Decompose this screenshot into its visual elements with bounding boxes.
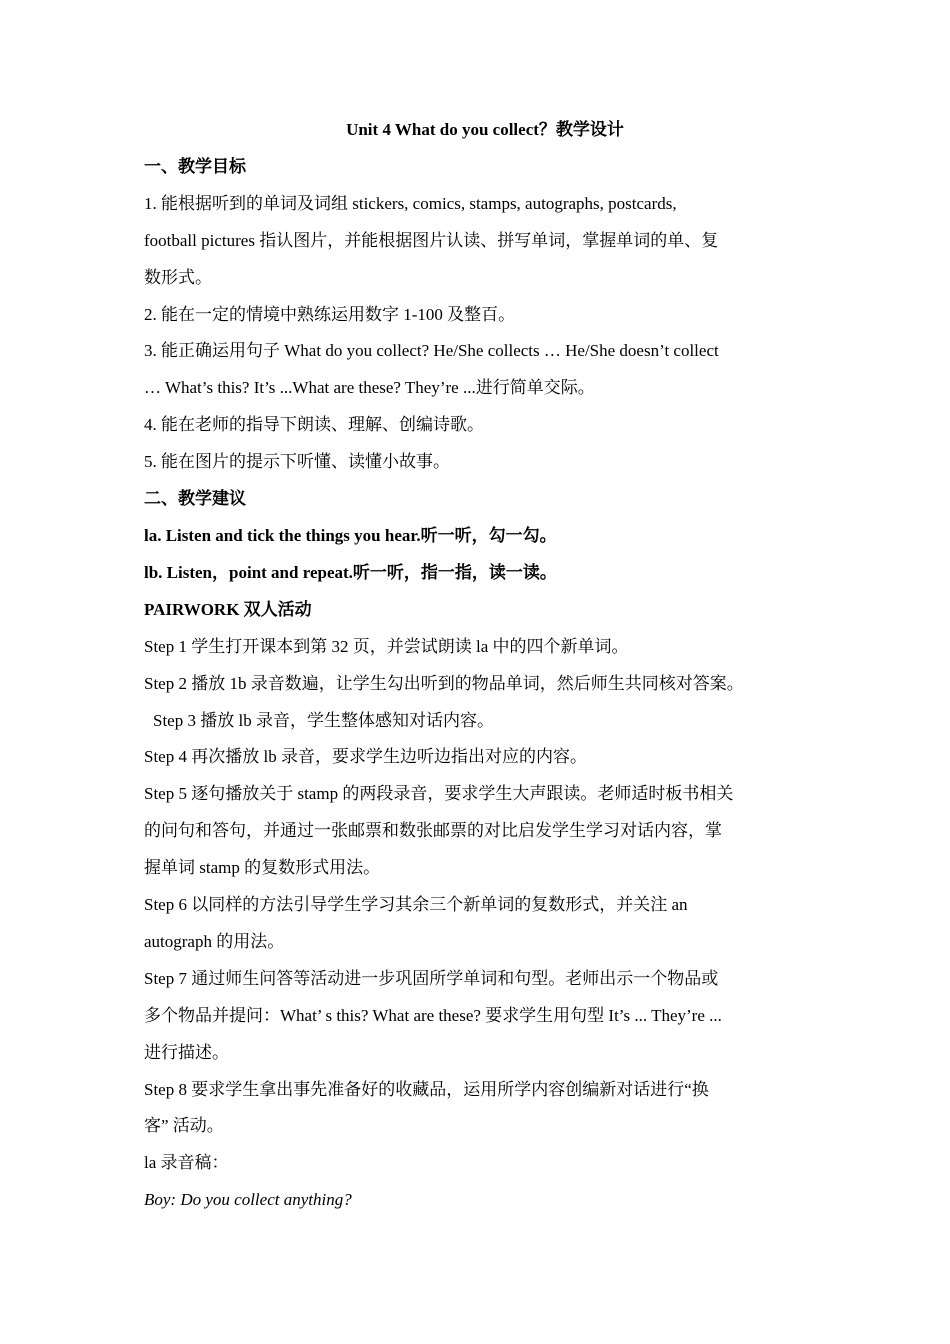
- paragraph-line: Step 8 要求学生拿出事先准备好的收藏品，运用所学内容创编新对话进行“换: [144, 1079, 709, 1099]
- paragraph-line: Step 6 以同样的方法引导学生学习其余三个新单词的复数形式，并关注 an: [144, 895, 688, 915]
- paragraph-line: … What’s this? It’s ...What are these? They’re ...进行简单交际。: [144, 378, 595, 398]
- paragraph-line: Step 1 学生打开课本到第 32 页，并尝试朗读 la 中的四个新单词。: [144, 636, 629, 656]
- paragraph-line: football pictures 指认图片，并能根据图片认读、拼写单词，掌握单词的单、复: [144, 230, 719, 250]
- paragraph-line: Step 5 逐句播放关于 stamp 的两段录音，要求学生大声跟读。老师适时板书相关: [144, 784, 734, 804]
- paragraph-line: 3. 能正确运用句子 What do you collect? He/She collects … He/She doesn’t collect: [144, 341, 719, 361]
- paragraph-line: 1. 能根据听到的单词及词组 stickers, comics, stamps, autographs, postcards,: [144, 193, 677, 213]
- document-title: Unit 4 What do you collect？教学设计: [346, 120, 624, 139]
- paragraph-line: 进行描述。: [144, 1042, 229, 1062]
- transcript-line: Boy: Do you collect anything?: [144, 1190, 352, 1210]
- section-heading-suggestions: 二、教学建议: [144, 489, 246, 509]
- activity-heading-1a: la. Listen and tick the things you hear.听一听，勾一勾。: [144, 525, 557, 545]
- paragraph-line: Step 4 再次播放 lb 录音，要求学生边听边指出对应的内容。: [144, 747, 587, 767]
- paragraph-line: 多个物品并提问：What’ s this? What are these? 要求学生用句型 It’s ... They’re ...: [144, 1005, 722, 1025]
- paragraph-line: 2. 能在一定的情境中熟练运用数字 1-100 及整百。: [144, 304, 516, 324]
- transcript-label: la 录音稿：: [144, 1153, 229, 1173]
- document-body: [144, 112, 834, 1219]
- activity-heading-1b: lb. Listen，point and repeat.听一听，指一指，读一读。: [144, 562, 557, 582]
- paragraph-line: 4. 能在老师的指导下朗读、理解、创编诗歌。: [144, 415, 484, 435]
- paragraph-line: 的问句和答句，并通过一张邮票和数张邮票的对比启发学生学习对话内容，掌: [144, 821, 722, 841]
- paragraph-line: 客” 活动。: [144, 1116, 224, 1136]
- paragraph-line: 握单词 stamp 的复数形式用法。: [144, 858, 381, 878]
- paragraph-line: 5. 能在图片的提示下听懂、读懂小故事。: [144, 452, 450, 472]
- paragraph-line: Step 3 播放 lb 录音，学生整体感知对话内容。: [153, 710, 494, 730]
- paragraph-line: 数形式。: [144, 267, 212, 287]
- paragraph-line: Step 7 通过师生问答等活动进一步巩固所学单词和句型。老师出示一个物品或: [144, 968, 719, 988]
- paragraph-line: Step 2 播放 1b 录音数遍，让学生勾出听到的物品单词，然后师生共同核对答案。: [144, 673, 744, 693]
- paragraph-line: autograph 的用法。: [144, 931, 285, 951]
- section-heading-goals: 一、教学目标: [144, 156, 246, 176]
- activity-heading-pairwork: PAIRWORK 双人活动: [144, 599, 312, 619]
